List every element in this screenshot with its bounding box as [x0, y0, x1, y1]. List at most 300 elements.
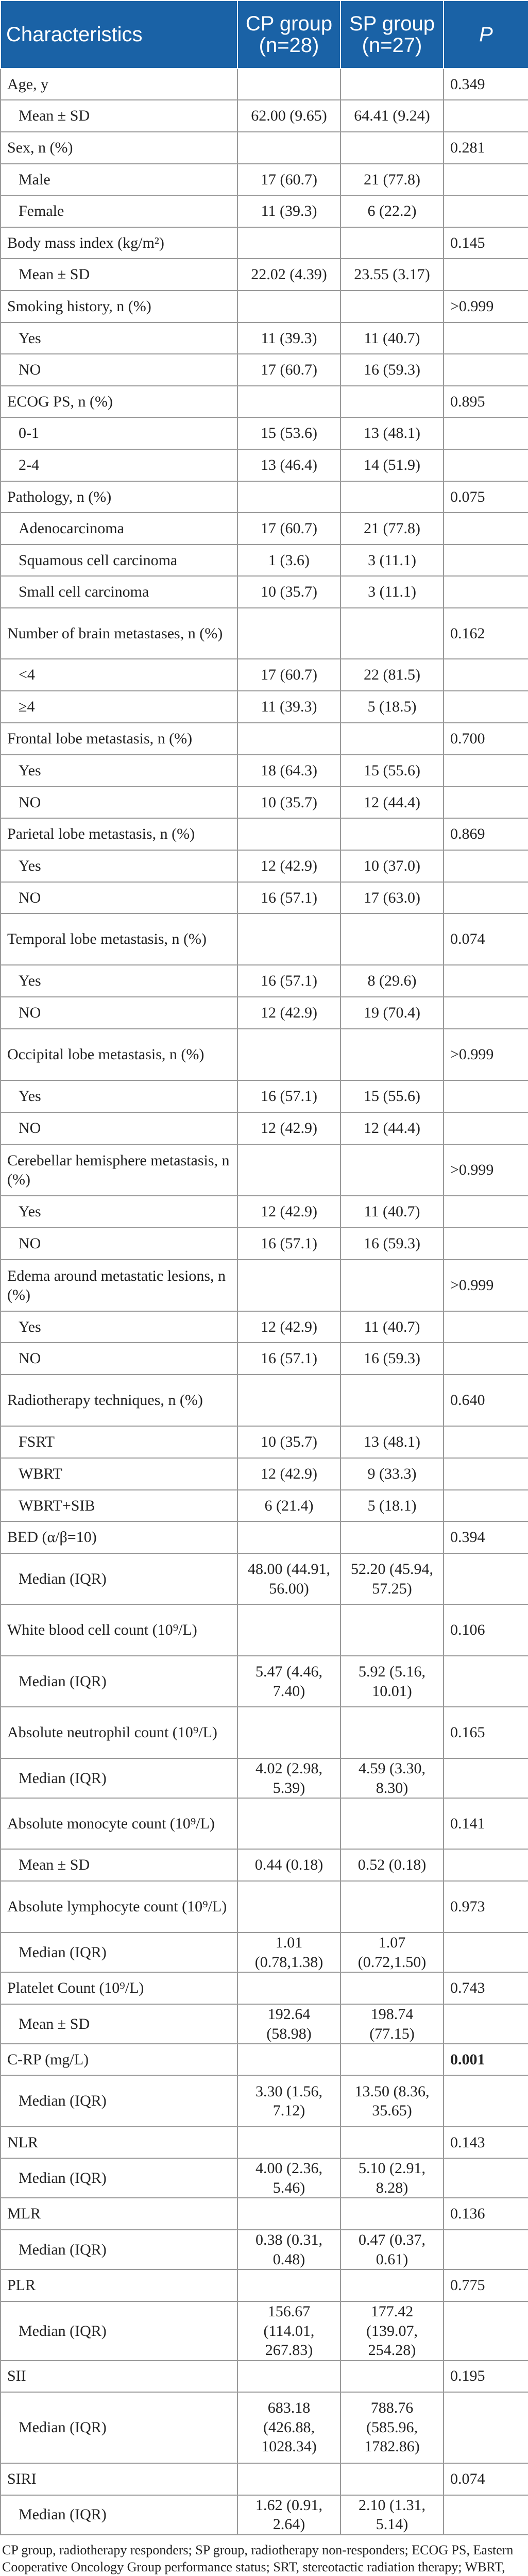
sp-value — [340, 913, 444, 965]
p-value — [444, 997, 528, 1029]
table-row — [1, 1881, 528, 1933]
table-row — [1, 2004, 528, 2044]
sp-value: 5.92 (5.16, 10.01) — [340, 1656, 444, 1707]
p-value: 0.640 — [444, 1375, 528, 1426]
row-label: 0-1 — [1, 417, 237, 449]
cp-value: 3.30 (1.56, 7.12) — [237, 2075, 340, 2127]
p-value — [444, 1343, 528, 1375]
table-row — [1, 2230, 528, 2269]
p-value — [444, 323, 528, 354]
sp-value: 15 (55.6) — [340, 1080, 444, 1112]
table-row — [1, 2269, 528, 2301]
row-label: Mean ± SD — [1, 2004, 237, 2044]
cp-value: 11 (39.3) — [237, 323, 340, 354]
sp-value: 3 (11.1) — [340, 545, 444, 576]
p-value — [444, 576, 528, 608]
table-row — [1, 132, 528, 164]
p-value — [444, 2075, 528, 2127]
cp-value — [237, 913, 340, 965]
row-label: <4 — [1, 659, 237, 691]
cp-value — [237, 1707, 340, 1758]
row-label: Median (IQR) — [1, 2158, 237, 2198]
row-label: Median (IQR) — [1, 2075, 237, 2127]
sp-value — [340, 69, 444, 100]
p-value: 0.349 — [444, 69, 528, 100]
table-row — [1, 1080, 528, 1112]
p-value: 0.141 — [444, 1798, 528, 1849]
row-label: BED (α/β=10) — [1, 1521, 237, 1553]
cp-value: 12 (42.9) — [237, 1311, 340, 1343]
p-value — [444, 513, 528, 545]
row-label: Median (IQR) — [1, 2301, 237, 2361]
sp-value: 6 (22.2) — [340, 195, 444, 227]
cp-value: 17 (60.7) — [237, 354, 340, 386]
table-row — [1, 69, 528, 100]
sp-value: 2.10 (1.31, 5.14) — [340, 2495, 444, 2535]
table-row — [1, 2361, 528, 2392]
row-label: Female — [1, 195, 237, 227]
sp-value: 11 (40.7) — [340, 323, 444, 354]
sp-value: 12 (44.4) — [340, 1112, 444, 1144]
cp-value: 13 (46.4) — [237, 449, 340, 481]
sp-value — [340, 227, 444, 259]
cp-value: 16 (57.1) — [237, 882, 340, 913]
sp-value: 16 (59.3) — [340, 1343, 444, 1375]
sp-value: 788.76 (585.96, 1782.86) — [340, 2392, 444, 2463]
cp-value — [237, 1798, 340, 1849]
p-value — [444, 195, 528, 227]
cp-value — [237, 69, 340, 100]
table-row — [1, 2198, 528, 2230]
row-label: C-RP (mg/L) — [1, 2044, 237, 2075]
row-label: Yes — [1, 323, 237, 354]
header-row — [1, 1, 528, 69]
sp-value — [340, 2198, 444, 2230]
cp-value: 12 (42.9) — [237, 997, 340, 1029]
sp-value — [340, 481, 444, 513]
table-row — [1, 723, 528, 755]
table-footnote — [0, 2535, 528, 2576]
sp-value — [340, 1604, 444, 1656]
cp-value: 12 (42.9) — [237, 1112, 340, 1144]
row-label: Cerebellar hemisphere metastasis, n (%) — [1, 1144, 237, 1196]
table-row — [1, 659, 528, 691]
table-row — [1, 913, 528, 965]
p-value: 0.869 — [444, 818, 528, 850]
sp-value: 19 (70.4) — [340, 997, 444, 1029]
row-label: Absolute neutrophil count (10⁹/L) — [1, 1707, 237, 1758]
row-label: Median (IQR) — [1, 1758, 237, 1798]
table-row — [1, 1972, 528, 2004]
cp-value — [237, 227, 340, 259]
p-value — [444, 787, 528, 818]
cp-value: 15 (53.6) — [237, 417, 340, 449]
cp-value — [237, 1521, 340, 1553]
cp-value: 18 (64.3) — [237, 755, 340, 787]
sp-value — [340, 818, 444, 850]
p-value — [444, 691, 528, 723]
row-label: Small cell carcinoma — [1, 576, 237, 608]
table-row — [1, 2075, 528, 2127]
row-label: Yes — [1, 755, 237, 787]
cp-value: 12 (42.9) — [237, 850, 340, 882]
p-value: 0.075 — [444, 481, 528, 513]
cp-value — [237, 291, 340, 323]
row-label: PLR — [1, 2269, 237, 2301]
row-label: SIRI — [1, 2463, 237, 2495]
header-characteristics: Characteristics — [1, 1, 237, 69]
table-row — [1, 850, 528, 882]
cp-value: 4.02 (2.98, 5.39) — [237, 1758, 340, 1798]
sp-value: 3 (11.1) — [340, 576, 444, 608]
p-value — [444, 850, 528, 882]
row-label: Temporal lobe metastasis, n (%) — [1, 913, 237, 965]
p-value — [444, 1849, 528, 1881]
cp-value: 6 (21.4) — [237, 1490, 340, 1521]
sp-value — [340, 1521, 444, 1553]
cp-value: 1.01 (0.78,1.38) — [237, 1933, 340, 1972]
row-label: Age, y — [1, 69, 237, 100]
table-row — [1, 2392, 528, 2463]
p-value: >0.999 — [444, 1260, 528, 1311]
p-value — [444, 965, 528, 997]
p-value: >0.999 — [444, 291, 528, 323]
row-label: NLR — [1, 2127, 237, 2158]
cp-value: 16 (57.1) — [237, 1080, 340, 1112]
row-label: MLR — [1, 2198, 237, 2230]
row-label: Radiotherapy techniques, n (%) — [1, 1375, 237, 1426]
cp-value: 16 (57.1) — [237, 965, 340, 997]
cp-value — [237, 2269, 340, 2301]
sp-value: 15 (55.6) — [340, 755, 444, 787]
row-label: NO — [1, 882, 237, 913]
sp-value: 5.10 (2.91, 8.28) — [340, 2158, 444, 2198]
p-value — [444, 2495, 528, 2535]
table-row — [1, 386, 528, 417]
sp-value: 21 (77.8) — [340, 164, 444, 195]
p-value: 0.195 — [444, 2361, 528, 2392]
row-label: WBRT+SIB — [1, 1490, 237, 1521]
row-label: NO — [1, 787, 237, 818]
p-value: 0.165 — [444, 1707, 528, 1758]
table-row — [1, 608, 528, 659]
cp-value — [237, 1144, 340, 1196]
cp-value — [237, 2044, 340, 2075]
sp-value — [340, 291, 444, 323]
row-label: NO — [1, 354, 237, 386]
p-value: 0.162 — [444, 608, 528, 659]
table-row — [1, 755, 528, 787]
table-row — [1, 576, 528, 608]
cp-value: 1 (3.6) — [237, 545, 340, 576]
sp-value: 16 (59.3) — [340, 354, 444, 386]
cp-value: 0.38 (0.31, 0.48) — [237, 2230, 340, 2269]
p-value — [444, 2158, 528, 2198]
cp-value — [237, 2361, 340, 2392]
table-row — [1, 100, 528, 132]
p-value: 0.973 — [444, 1881, 528, 1933]
sp-value: 13 (48.1) — [340, 417, 444, 449]
cp-value: 10 (35.7) — [237, 787, 340, 818]
sp-value — [340, 2269, 444, 2301]
p-value — [444, 1112, 528, 1144]
p-value: 0.145 — [444, 227, 528, 259]
sp-value — [340, 1260, 444, 1311]
cp-value — [237, 818, 340, 850]
cp-value: 16 (57.1) — [237, 1228, 340, 1260]
sp-value: 11 (40.7) — [340, 1311, 444, 1343]
row-label: SII — [1, 2361, 237, 2392]
table-row — [1, 1144, 528, 1196]
sp-value — [340, 1375, 444, 1426]
table-row — [1, 997, 528, 1029]
cp-value: 5.47 (4.46, 7.40) — [237, 1656, 340, 1707]
table-row — [1, 818, 528, 850]
cp-value — [237, 1029, 340, 1080]
row-label: NO — [1, 1228, 237, 1260]
row-label: Platelet Count (10⁹/L) — [1, 1972, 237, 2004]
sp-value — [340, 608, 444, 659]
p-value: >0.999 — [444, 1029, 528, 1080]
row-label: Number of brain metastases, n (%) — [1, 608, 237, 659]
header-p-value: P — [444, 1, 528, 69]
row-label: Median (IQR) — [1, 2392, 237, 2463]
table-row — [1, 1228, 528, 1260]
table-row — [1, 1196, 528, 1228]
row-label: Edema around metastatic lesions, n (%) — [1, 1260, 237, 1311]
p-value: >0.999 — [444, 1144, 528, 1196]
sp-value — [340, 723, 444, 755]
cp-value: 1.62 (0.91, 2.64) — [237, 2495, 340, 2535]
cp-value — [237, 608, 340, 659]
sp-value — [340, 132, 444, 164]
table-row — [1, 1375, 528, 1426]
row-label: Yes — [1, 1311, 237, 1343]
table-row — [1, 323, 528, 354]
row-label: WBRT — [1, 1458, 237, 1490]
sp-value: 17 (63.0) — [340, 882, 444, 913]
sp-value: 11 (40.7) — [340, 1196, 444, 1228]
table-row — [1, 164, 528, 195]
p-value — [444, 417, 528, 449]
table-row — [1, 259, 528, 291]
cp-value — [237, 386, 340, 417]
table-row — [1, 291, 528, 323]
cp-value — [237, 2198, 340, 2230]
table-row — [1, 195, 528, 227]
row-label: Smoking history, n (%) — [1, 291, 237, 323]
row-label: Median (IQR) — [1, 2230, 237, 2269]
sp-value — [340, 386, 444, 417]
cp-value: 16 (57.1) — [237, 1343, 340, 1375]
cp-value — [237, 1260, 340, 1311]
p-value — [444, 545, 528, 576]
row-label: Mean ± SD — [1, 100, 237, 132]
row-label: Sex, n (%) — [1, 132, 237, 164]
p-value — [444, 1553, 528, 1604]
sp-value — [340, 2127, 444, 2158]
table-row — [1, 1029, 528, 1080]
sp-value: 5 (18.5) — [340, 691, 444, 723]
table-row — [1, 545, 528, 576]
table-row — [1, 1933, 528, 1972]
p-value — [444, 449, 528, 481]
p-value — [444, 354, 528, 386]
row-label: Pathology, n (%) — [1, 481, 237, 513]
sp-value — [340, 1029, 444, 1080]
sp-value — [340, 2044, 444, 2075]
sp-value — [340, 1707, 444, 1758]
row-label: Yes — [1, 965, 237, 997]
cp-value — [237, 481, 340, 513]
cp-value: 17 (60.7) — [237, 659, 340, 691]
sp-value: 16 (59.3) — [340, 1228, 444, 1260]
row-label: Median (IQR) — [1, 1553, 237, 1604]
p-value — [444, 164, 528, 195]
table-row — [1, 354, 528, 386]
cp-value: 17 (60.7) — [237, 513, 340, 545]
row-label: Adenocarcinoma — [1, 513, 237, 545]
table-row — [1, 1343, 528, 1375]
p-value: 0.394 — [444, 1521, 528, 1553]
p-value — [444, 100, 528, 132]
sp-value: 23.55 (3.17) — [340, 259, 444, 291]
p-value: 0.001 — [444, 2044, 528, 2075]
row-label: Male — [1, 164, 237, 195]
cp-value: 156.67 (114.01, 267.83) — [237, 2301, 340, 2361]
p-value — [444, 1933, 528, 1972]
table-row — [1, 1490, 528, 1521]
sp-value — [340, 1972, 444, 2004]
cp-value: 11 (39.3) — [237, 195, 340, 227]
p-value — [444, 1080, 528, 1112]
table-row — [1, 2158, 528, 2198]
sp-value: 1.07 (0.72,1.50) — [340, 1933, 444, 1972]
p-value — [444, 2301, 528, 2361]
p-value: 0.136 — [444, 2198, 528, 2230]
p-value — [444, 1656, 528, 1707]
table-row — [1, 1260, 528, 1311]
sp-value: 0.47 (0.37, 0.61) — [340, 2230, 444, 2269]
cp-value: 12 (42.9) — [237, 1196, 340, 1228]
p-value — [444, 1426, 528, 1458]
sp-value: 4.59 (3.30, 8.30) — [340, 1758, 444, 1798]
cp-value: 62.00 (9.65) — [237, 100, 340, 132]
sp-value: 10 (37.0) — [340, 850, 444, 882]
p-value: 0.074 — [444, 913, 528, 965]
p-value — [444, 1758, 528, 1798]
row-label: Parietal lobe metastasis, n (%) — [1, 818, 237, 850]
sp-value — [340, 1798, 444, 1849]
row-label: Yes — [1, 1080, 237, 1112]
table-row — [1, 1426, 528, 1458]
table-row — [1, 1458, 528, 1490]
p-value: 0.143 — [444, 2127, 528, 2158]
row-label: Mean ± SD — [1, 1849, 237, 1881]
cp-value: 192.64 (58.98) — [237, 2004, 340, 2044]
p-value — [444, 1196, 528, 1228]
cp-value: 22.02 (4.39) — [237, 259, 340, 291]
cp-value — [237, 1375, 340, 1426]
row-label: Occipital lobe metastasis, n (%) — [1, 1029, 237, 1080]
sp-value — [340, 1144, 444, 1196]
row-label: ECOG PS, n (%) — [1, 386, 237, 417]
row-label: Absolute monocyte count (10⁹/L) — [1, 1798, 237, 1849]
p-value — [444, 659, 528, 691]
p-value — [444, 755, 528, 787]
p-value: 0.700 — [444, 723, 528, 755]
row-label: White blood cell count (10⁹/L) — [1, 1604, 237, 1656]
p-value — [444, 1311, 528, 1343]
header-cp-group: CP group (n=28) — [237, 1, 340, 69]
row-label: Frontal lobe metastasis, n (%) — [1, 723, 237, 755]
table-body — [1, 69, 528, 2535]
sp-value: 12 (44.4) — [340, 787, 444, 818]
cp-value: 12 (42.9) — [237, 1458, 340, 1490]
sp-value: 64.41 (9.24) — [340, 100, 444, 132]
table-row — [1, 513, 528, 545]
row-label: NO — [1, 1112, 237, 1144]
row-label: Median (IQR) — [1, 2495, 237, 2535]
sp-value: 13.50 (8.36, 35.65) — [340, 2075, 444, 2127]
row-label: ≥4 — [1, 691, 237, 723]
table-row — [1, 449, 528, 481]
row-label: Median (IQR) — [1, 1933, 237, 1972]
row-label: Median (IQR) — [1, 1656, 237, 1707]
table-row — [1, 2463, 528, 2495]
table-row — [1, 1553, 528, 1604]
sp-value: 13 (48.1) — [340, 1426, 444, 1458]
p-value — [444, 2230, 528, 2269]
sp-value — [340, 2361, 444, 2392]
p-value: 0.074 — [444, 2463, 528, 2495]
table-row — [1, 2044, 528, 2075]
p-value: 0.895 — [444, 386, 528, 417]
sp-value: 22 (81.5) — [340, 659, 444, 691]
table-row — [1, 1311, 528, 1343]
cp-value: 10 (35.7) — [237, 576, 340, 608]
table-row — [1, 2127, 528, 2158]
cp-value — [237, 2127, 340, 2158]
row-label: Mean ± SD — [1, 259, 237, 291]
footnote-abbreviations: CP group, radiotherapy responders; SP group, radiotherapy non-responders; ECOG PS, Eastern Cooperative Oncology Group performance status; SRT, stereotactic radiation therapy; WBRT, — [2, 2542, 514, 2574]
table-row — [1, 965, 528, 997]
cp-value: 10 (35.7) — [237, 1426, 340, 1458]
sp-value — [340, 2463, 444, 2495]
p-value — [444, 1228, 528, 1260]
table-row — [1, 882, 528, 913]
row-label: NO — [1, 997, 237, 1029]
row-label: NO — [1, 1343, 237, 1375]
sp-value: 177.42 (139.07, 254.28) — [340, 2301, 444, 2361]
table-row — [1, 481, 528, 513]
p-value — [444, 882, 528, 913]
cp-value: 17 (60.7) — [237, 164, 340, 195]
p-value — [444, 1490, 528, 1521]
table-row — [1, 227, 528, 259]
table-row — [1, 2301, 528, 2361]
row-label: Body mass index (kg/m²) — [1, 227, 237, 259]
cp-value — [237, 132, 340, 164]
p-value — [444, 2004, 528, 2044]
p-value — [444, 1458, 528, 1490]
sp-value: 14 (51.9) — [340, 449, 444, 481]
table-row — [1, 787, 528, 818]
cp-value — [237, 723, 340, 755]
row-label: Yes — [1, 850, 237, 882]
p-value: 0.743 — [444, 1972, 528, 2004]
cp-value: 48.00 (44.91, 56.00) — [237, 1553, 340, 1604]
